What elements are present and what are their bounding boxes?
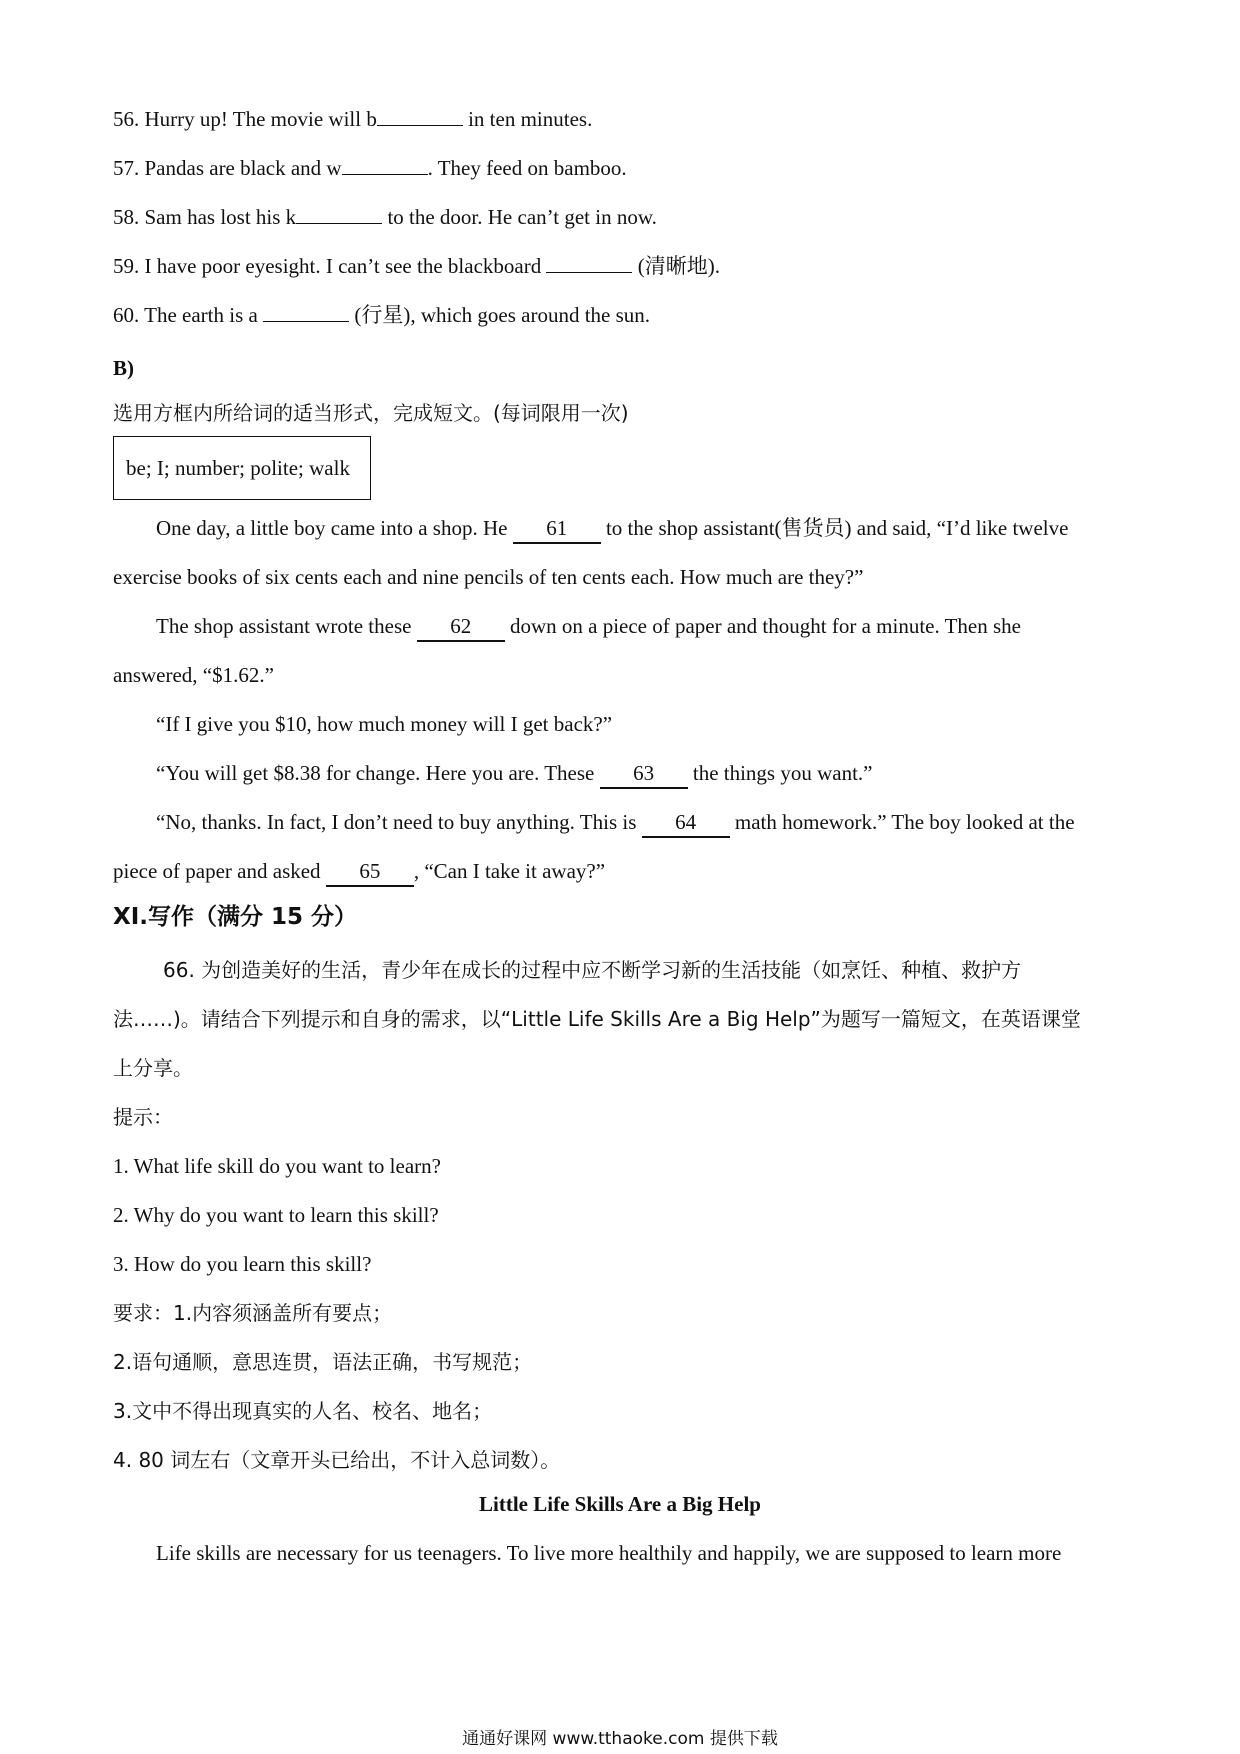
- blank-62: 62: [417, 612, 505, 642]
- essay-opening: Life skills are necessary for us teenagers. To live more healthily and happily, we are supposed to learn more: [156, 1541, 1062, 1565]
- requirement-item: 要求：1.内容须涵盖所有要点；: [113, 1301, 393, 1325]
- essay-title: Little Life Skills Are a Big Help: [479, 1492, 761, 1516]
- hint-item: 2. Why do you want to learn this skill?: [113, 1203, 439, 1227]
- question-60: 60. The earth is a (行星), which goes around the sun.: [113, 303, 651, 327]
- hint-item: 3. How do you learn this skill?: [113, 1252, 372, 1276]
- section-label-b: B): [113, 356, 134, 380]
- question-58: 58. Sam has lost his k to the door. He can’t get in now.: [113, 205, 657, 229]
- answer-blank: [342, 154, 428, 175]
- answer-blank: [263, 301, 349, 322]
- blank-64: 64: [642, 808, 730, 838]
- passage-paragraph-5: “No, thanks. In fact, I don’t need to buy anything. This is 64 math homework.” The boy looked at the: [156, 808, 1075, 838]
- passage-paragraph-2: The shop assistant wrote these 62 down on a piece of paper and thought for a minute. Then she: [156, 612, 1021, 642]
- blank-65: 65: [326, 857, 414, 887]
- section-b-instruction: 选用方框内所给词的适当形式，完成短文。(每词限用一次): [113, 401, 629, 425]
- word-box: be; I; number; polite; walk: [113, 436, 371, 500]
- answer-blank: [546, 252, 632, 273]
- requirement-item: 2.语句通顺，意思连贯，语法正确，书写规范；: [113, 1350, 533, 1374]
- passage-paragraph-1: One day, a little boy came into a shop. He 61 to the shop assistant(售货员) and said, “I’d like twelve: [156, 514, 1068, 544]
- blank-63: 63: [600, 759, 688, 789]
- requirement-item: 3.文中不得出现真实的人名、校名、地名；: [113, 1399, 493, 1423]
- section-heading-writing: XI.写作（满分 15 分）: [113, 904, 358, 930]
- prompt-line-2: 法……)。请结合下列提示和自身的需求，以“Little Life Skills Are a Big Help”为题写一篇短文，在英语课堂: [113, 1007, 1081, 1031]
- answer-blank: [377, 105, 463, 126]
- prompt-line-3: 上分享。: [113, 1056, 193, 1080]
- question-59: 59. I have poor eyesight. I can’t see the blackboard (清晰地).: [113, 254, 720, 278]
- hint-item: 1. What life skill do you want to learn?: [113, 1154, 441, 1178]
- passage-paragraph-5-cont: piece of paper and asked 65 , “Can I take it away?”: [113, 857, 605, 887]
- question-56: 56. Hurry up! The movie will b in ten minutes.: [113, 107, 593, 131]
- passage-paragraph-1-cont: exercise books of six cents each and nine pencils of ten cents each. How much are they?”: [113, 565, 864, 589]
- prompt-line-1: 66. 为创造美好的生活，青少年在成长的过程中应不断学习新的生活技能（如烹饪、种植、救护方: [163, 958, 1022, 982]
- answer-blank: [296, 203, 382, 224]
- question-57: 57. Pandas are black and w . They feed on bamboo.: [113, 156, 627, 180]
- passage-paragraph-2-cont: answered, “$1.62.”: [113, 663, 274, 687]
- page-footer: 通通好课网 www.tthaoke.com 提供下载: [462, 1729, 778, 1749]
- blank-61: 61: [513, 514, 601, 544]
- hint-label: 提示：: [113, 1105, 173, 1129]
- passage-paragraph-4: “You will get $8.38 for change. Here you are. These 63 the things you want.”: [156, 759, 873, 789]
- requirement-item: 4. 80 词左右（文章开头已给出，不计入总词数）。: [113, 1448, 561, 1472]
- passage-paragraph-3: “If I give you $10, how much money will I get back?”: [156, 712, 613, 736]
